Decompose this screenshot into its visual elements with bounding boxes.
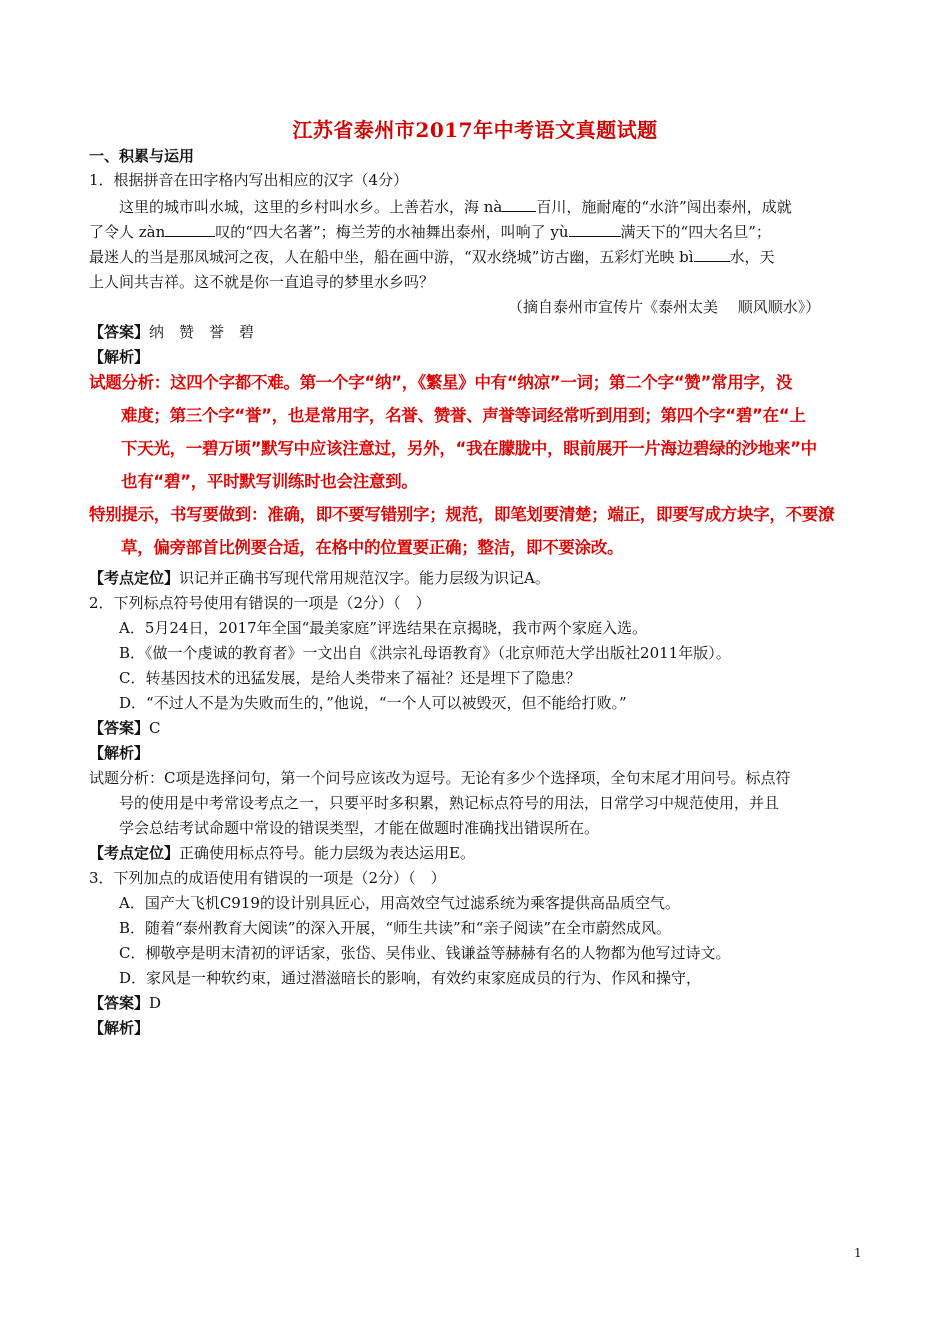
answer-label: 【答案】 xyxy=(89,719,150,737)
kaodian-label: 【考点定位】 xyxy=(89,569,180,587)
q2-option: C．转基因技术的迅猛发展，是给人类带来了福祉？还是埋下了隐患？ xyxy=(119,669,581,687)
kaodian-text: 正确使用标点符号。能力层级为表达运用E。 xyxy=(179,844,475,862)
q2-analysis-label: 【解析】 xyxy=(89,744,150,762)
q1-analysis-red-line: 难度；第三个字“誉”，也是常用字，名誉、赞誉、声誉等词经常听到用到；第四个字“碧”在“上 xyxy=(121,406,806,425)
q1-passage-text: 这里的城市叫水城，这里的乡村叫水乡。上善若水，海 nà xyxy=(119,198,503,216)
q2-option: B．《做一个虔诚的教育者》一文出自《洪宗礼母语教育》（北京师范大学出版社2011年版）。 xyxy=(119,644,731,662)
page-number: 1 xyxy=(854,1246,862,1260)
q1-passage-text: 满天下的“四大名旦”； xyxy=(620,223,771,241)
q2-analysis-line: 试题分析：C项是选择问句，第一个问号应该改为逗号。无论有多少个选择项，全句末尾才用问号。标点符 xyxy=(89,769,791,787)
document-title: 江苏省泰州市2017年中考语文真题试题 xyxy=(292,118,658,142)
q1-analysis-red-line: 草，偏旁部首比例要合适，在格中的位置要正确；整洁，即不要涂改。 xyxy=(121,538,624,557)
answer-text: 纳 赞 誉 碧 xyxy=(149,323,255,341)
q2-stem: 2．下列标点符号使用有错误的一项是（2分）（ ） xyxy=(89,594,431,612)
answer-label: 【答案】 xyxy=(89,323,150,341)
q1-passage-text: 叹的“四大名著”；梅兰芳的水袖舞出泰州，叫响了 yù xyxy=(215,223,569,241)
q3-option: B．随着“泰州教育大阅读”的深入开展，“师生共读”和“亲子阅读”在全市蔚然成风。 xyxy=(119,919,672,937)
q2-kaodian xyxy=(89,843,475,863)
answer-text: C xyxy=(149,719,161,737)
q1-analysis-red-line: 也有“碧”，平时默写训练时也会注意到。 xyxy=(121,472,418,491)
kaodian-label: 【考点定位】 xyxy=(89,844,180,862)
q1-stem: 1．根据拼音在田字格内写出相应的汉字（4分） xyxy=(89,171,409,189)
fill-blank xyxy=(502,197,536,212)
q1-passage-line-1 xyxy=(119,197,792,217)
q1-analysis-red-line: 特别提示，书写要做到：准确，即不要写错别字；规范，即笔划要清楚；端正，即要写成方块字，不要潦 xyxy=(89,505,835,524)
q3-option: A．国产大飞机C919的设计别具匠心，用高效空气过滤系统为乘客提供高品质空气。 xyxy=(119,894,680,912)
section-heading: 一、积累与运用 xyxy=(89,147,195,165)
q1-source: （摘自泰州市宣传片《泰州太美 顺风顺水》） xyxy=(508,298,821,316)
answer-text: D xyxy=(149,994,162,1012)
q1-passage-text: 了令人 zàn xyxy=(89,223,166,241)
q1-kaodian xyxy=(89,568,550,588)
q3-answer xyxy=(89,993,161,1013)
fill-blank xyxy=(569,222,621,237)
q3-option: D．家风是一种软约束，通过潜滋暗长的影响，有效约束家庭成员的行为、作风和操守， xyxy=(119,969,702,987)
q1-passage-text: 百川，施耐庵的“水浒”闯出泰州，成就 xyxy=(536,198,792,216)
q3-stem: 3．下列加点的成语使用有错误的一项是（2分）（ ） xyxy=(89,869,446,887)
q1-passage-text: 最迷人的当是那凤城河之夜，人在船中坐，船在画中游，“双水绕城”访古幽，五彩灯光映 bì xyxy=(89,248,694,266)
q2-analysis-line: 学会总结考试命题中常设的错误类型，才能在做题时准确找出错误所在。 xyxy=(119,819,600,837)
kaodian-text: 识记并正确书写现代常用规范汉字。能力层级为识记A。 xyxy=(179,569,550,587)
q2-answer xyxy=(89,718,161,738)
q2-analysis-line: 号的使用是中考常设考点之一，只要平时多积累，熟记标点符号的用法，日常学习中规范使用，并且 xyxy=(119,794,780,812)
q2-option: A．5月24日，2017年全国“最美家庭”评选结果在京揭晓，我市两个家庭入选。 xyxy=(119,619,647,637)
q1-passage-line-4: 上人间共吉祥。这不就是你一直追寻的梦里水乡吗？ xyxy=(89,273,435,291)
q1-analysis-red-line: 下天光，一碧万顷”默写中应该注意过，另外，“我在朦胧中，眼前展开一片海边碧绿的沙地来”中 xyxy=(121,439,817,458)
q3-analysis-label: 【解析】 xyxy=(89,1019,150,1037)
answer-label: 【答案】 xyxy=(89,994,150,1012)
fill-blank xyxy=(165,222,215,237)
q1-passage-line-3 xyxy=(89,247,775,267)
fill-blank xyxy=(694,247,730,262)
q1-analysis-label: 【解析】 xyxy=(89,348,150,366)
q3-option: C．柳敬亭是明末清初的评话家，张岱、吴伟业、钱谦益等赫赫有名的人物都为他写过诗文。 xyxy=(119,944,731,962)
q1-passage-line-2 xyxy=(89,222,771,242)
q1-passage-text: 水，天 xyxy=(729,248,775,266)
q2-option: D．“不过人不是为失败而生的，”他说，“一个人可以被毁灭，但不能给打败。” xyxy=(119,694,627,712)
q1-answer xyxy=(89,322,254,342)
q1-analysis-red-line: 试题分析：这四个字都不难。第一个字“纳”，《繁星》中有“纳凉”一词；第二个字“赞”常用字，没 xyxy=(89,373,793,392)
